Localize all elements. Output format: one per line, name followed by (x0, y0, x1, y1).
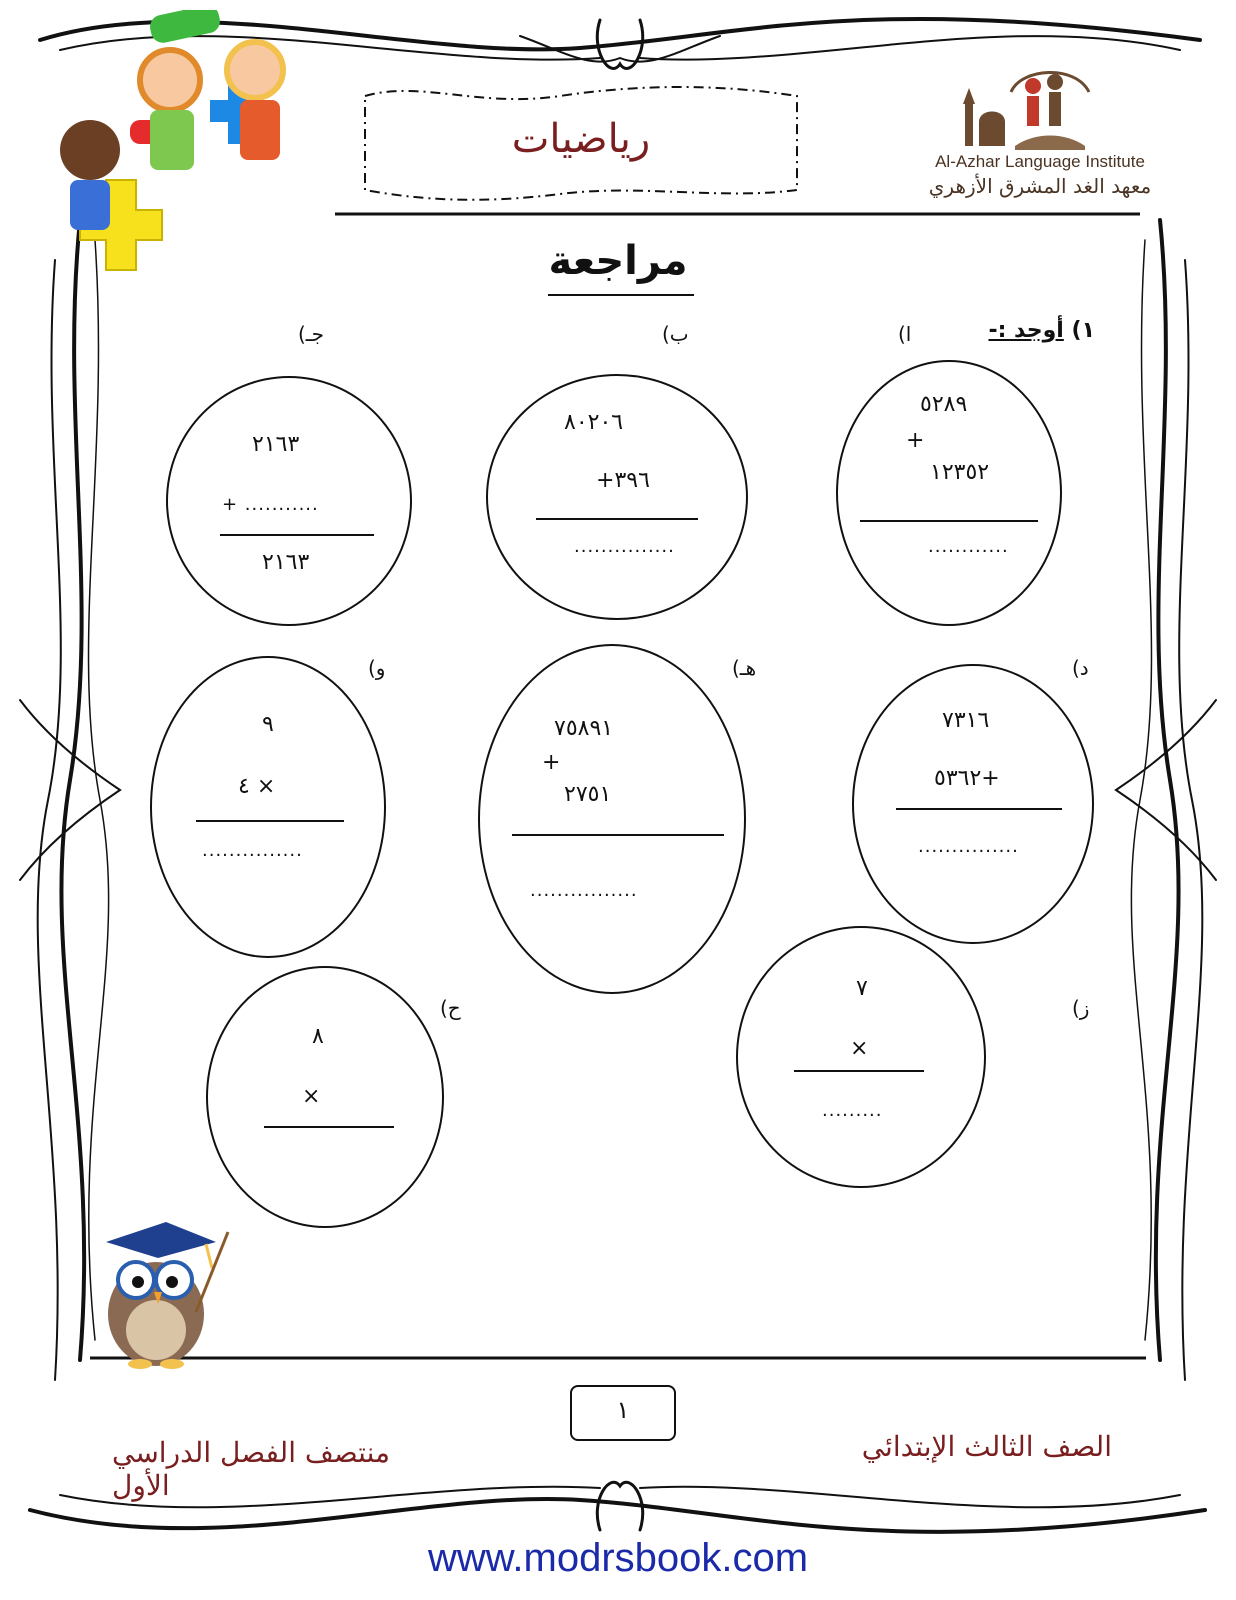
problem-letter-e: هـ) (732, 656, 757, 680)
problem-h-line (264, 1126, 394, 1128)
problem-a-top: ٥٢٨٩ (920, 392, 968, 417)
problem-e-bottom: ٢٧٥١ (564, 782, 612, 807)
grade-label: الصف الثالث الإبتدائي (861, 1430, 1112, 1463)
problem-g-top: ٧ (856, 976, 868, 1001)
problem-f-bottom: × ٤ (238, 774, 276, 799)
problem-b-top: ٨٠٢٠٦ (564, 410, 624, 435)
problem-letter-d: د) (1072, 656, 1089, 680)
problem-g-op: × (850, 1036, 871, 1061)
question-label (940, 318, 1095, 343)
problem-a-op: + (906, 428, 927, 453)
owl-teacher-clipart (96, 1222, 236, 1372)
website-link[interactable]: www.modrsbook.com (427, 1536, 809, 1580)
problem-c-line (220, 534, 374, 536)
problem-e-top: ٧٥٨٩١ (554, 716, 614, 741)
problem-circle-h (206, 966, 444, 1228)
problem-f-top: ٩ (262, 712, 274, 737)
problem-f-line (196, 820, 344, 822)
problem-circle-d (852, 664, 1094, 944)
problem-a-line (860, 520, 1038, 522)
problem-d-top: ٧٣١٦ (942, 708, 990, 733)
problem-h-op: × (302, 1084, 323, 1109)
institute-name-ar: معهد الغد المشرق الأزهري (928, 174, 1152, 198)
problem-letter-f: و) (368, 656, 386, 680)
page-number: ١ (616, 1396, 630, 1424)
kids-math-clipart (40, 10, 340, 290)
problem-b-answer: ............... (574, 536, 675, 557)
problem-c-answer: ٢١٦٣ (262, 550, 310, 575)
problem-a-answer: ............ (928, 536, 1009, 557)
page-title: مراجعة (548, 238, 688, 284)
institute-logo (955, 62, 1105, 154)
problem-letter-a: ا) (898, 322, 912, 346)
problem-b-line (536, 518, 698, 520)
problem-e-line (512, 834, 724, 836)
problem-a-bottom: ١٢٣٥٢ (930, 460, 990, 485)
problem-e-answer: ................ (530, 880, 638, 901)
problem-circle-e (478, 644, 746, 994)
problem-h-top: ٨ (312, 1024, 324, 1049)
problem-d-line (896, 808, 1062, 810)
institute-name-en: Al-Azhar Language Institute (935, 152, 1145, 171)
problem-g-answer: ......... (822, 1100, 883, 1121)
question-number: ١) (1071, 318, 1095, 343)
problem-f-answer: ............... (202, 840, 303, 861)
problem-e-op: + (542, 750, 563, 775)
problem-c-top: ٢١٦٣ (252, 432, 300, 457)
problem-d-answer: ............... (918, 836, 1019, 857)
problem-g-line (794, 1070, 924, 1072)
title-underline (548, 294, 694, 296)
problem-letter-h: ح) (440, 996, 461, 1020)
problem-c-blank: + ........... (222, 494, 319, 515)
term-label: منتصف الفصل الدراسي الأول (112, 1436, 391, 1502)
subject-title: رياضيات (511, 116, 651, 162)
problem-d-bottom: +٥٣٦٢ (934, 766, 1000, 791)
problem-letter-g: ز) (1072, 996, 1090, 1020)
question-text: أوجد :- (988, 318, 1064, 343)
problem-letter-b: ب) (662, 322, 689, 346)
problem-letter-c: جـ) (298, 322, 325, 346)
problem-b-bottom: ٣٩٦+ (596, 468, 650, 493)
problem-circle-f (150, 656, 386, 958)
